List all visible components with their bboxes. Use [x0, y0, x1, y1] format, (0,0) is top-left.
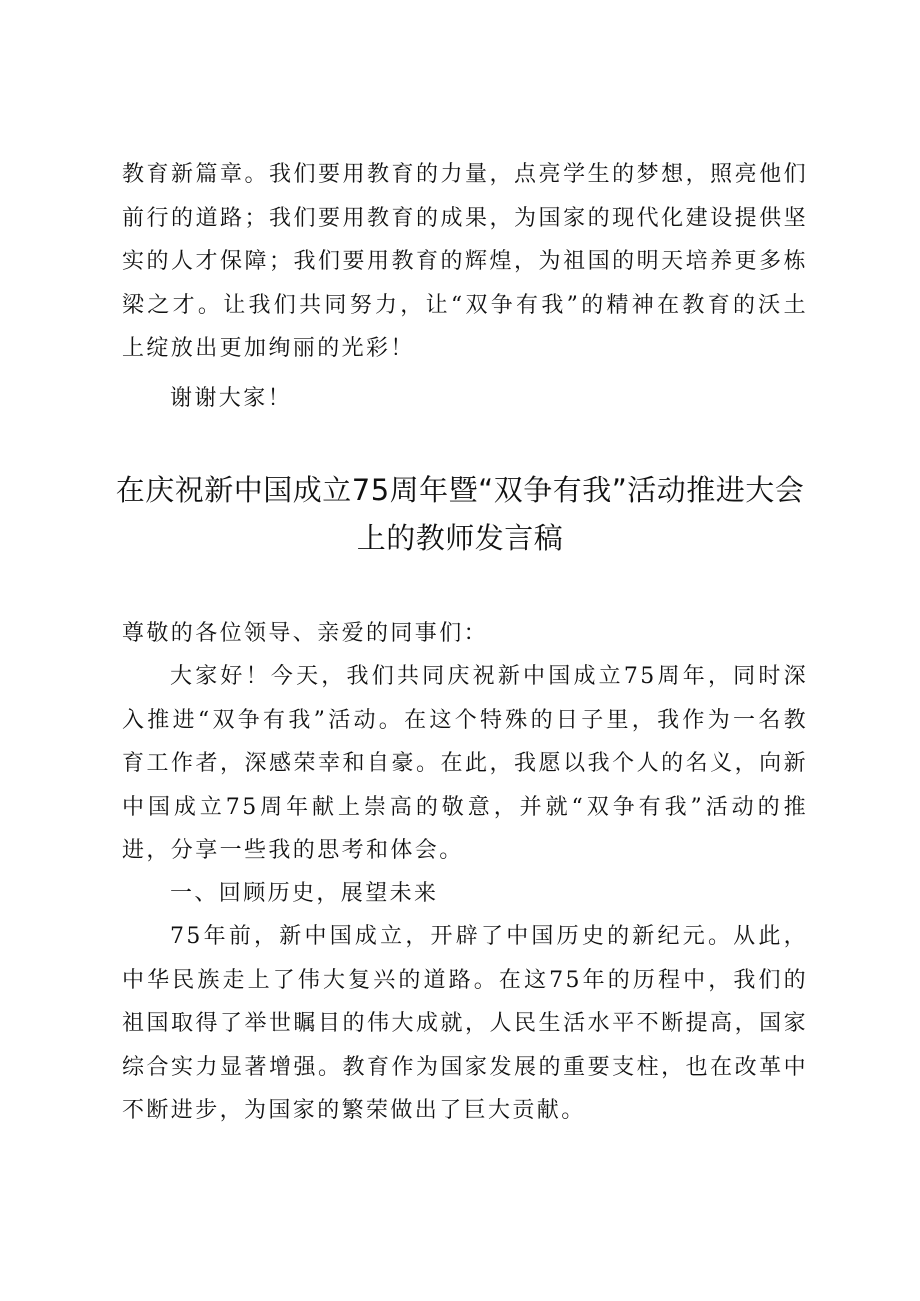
section-heading-1: 一、回顾历史，展望未来	[170, 881, 439, 906]
title-line-2: 上的教师发言稿	[356, 521, 564, 555]
title-line-1: 在庆祝新中国成立75周年暨“双争有我”活动推进大会	[115, 473, 805, 507]
body-paragraph-2: 75年前，新中国成立，开辟了中国历史的新纪元。从此，中华民族走上了伟大复兴的道路。在这75年的历程中，我们的祖国取得了举世瞩目的伟大成就，人民生活水平不断提高，国家综合实力显著增强。教育作为国家发展的重要支柱，也在改革中不断进步，为国家的繁荣做出了巨大贡献。	[122, 924, 808, 1124]
document-title	[100, 466, 820, 562]
greeting: 尊敬的各位领导、亲爱的同事们：	[122, 621, 489, 646]
continuation-paragraph: 教育新篇章。我们要用教育的力量，点亮学生的梦想，照亮他们前行的道路；我们要用教育的成果，为国家的现代化建设提供坚实的人才保障；我们要用教育的辉煌，为祖国的明天培养更多栋梁之才。让我们共同努力，让“双争有我”的精神在教育的沃土上绽放出更加绚丽的光彩！	[122, 162, 808, 362]
body-paragraph-1: 大家好！今天，我们共同庆祝新中国成立75周年，同时深入推进“双争有我”活动。在这个特殊的日子里，我作为一名教育工作者，深感荣幸和自豪。在此，我愿以我个人的名义，向新中国成立75周年献上崇高的敬意，并就“双争有我”活动的推进，分享一些我的思考和体会。	[122, 664, 808, 864]
thanks-line: 谢谢大家！	[170, 386, 293, 411]
